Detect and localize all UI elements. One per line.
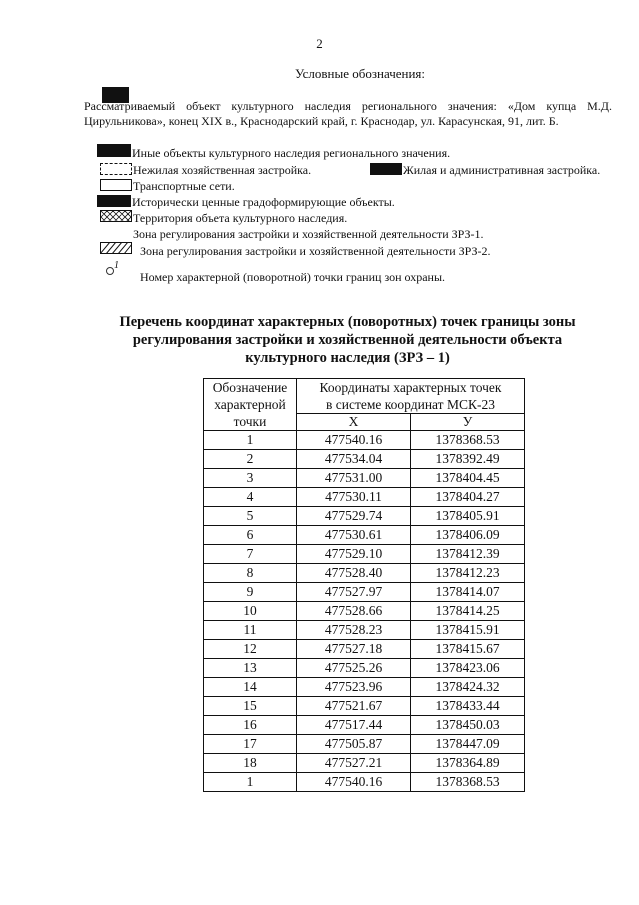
- y-coordinate-cell: 1378405.91: [411, 507, 525, 526]
- table-row: [204, 773, 525, 792]
- table-row: [204, 564, 525, 583]
- table-heading: [95, 313, 600, 367]
- legend-item-transport: Транспортные сети.: [133, 179, 235, 193]
- x-coordinate-cell: 477527.18: [297, 640, 411, 659]
- x-coordinate-cell: 477528.66: [297, 602, 411, 621]
- table-header-row: [204, 379, 525, 414]
- header-coords-line: Координаты характерных точек: [319, 380, 502, 395]
- header-point-line: Обозначение: [212, 380, 288, 395]
- x-coordinate-cell: 477505.87: [297, 735, 411, 754]
- table-row: [204, 716, 525, 735]
- point-number-cell: 14: [204, 678, 297, 697]
- x-coordinate-cell: 477530.61: [297, 526, 411, 545]
- point-number-cell: 15: [204, 697, 297, 716]
- header-coords-line: в системе координат МСК-23: [326, 397, 495, 412]
- header-point-line: точки: [233, 414, 267, 429]
- x-coordinate-cell: 477529.10: [297, 545, 411, 564]
- legend-swatch-territory: [100, 210, 132, 222]
- y-coordinate-cell: 1378406.09: [411, 526, 525, 545]
- table-row: [204, 507, 525, 526]
- table-row: [204, 450, 525, 469]
- point-number-cell: 11: [204, 621, 297, 640]
- x-coordinate-cell: 477540.16: [297, 773, 411, 792]
- legend-swatch-residential: [370, 163, 402, 175]
- point-number-cell: 9: [204, 583, 297, 602]
- x-coordinate-cell: 477529.74: [297, 507, 411, 526]
- x-coordinate-cell: 477528.40: [297, 564, 411, 583]
- table-row: [204, 602, 525, 621]
- x-coordinate-cell: 477523.96: [297, 678, 411, 697]
- y-coordinate-cell: 1378404.45: [411, 469, 525, 488]
- legend-title: Условные обозначения:: [294, 66, 426, 81]
- legend-item-residential: Жилая и административная застройка.: [403, 163, 601, 177]
- heading-line-2: регулирования застройки и хозяйственной деятельности объекта: [132, 332, 563, 348]
- point-number-cell: 8: [204, 564, 297, 583]
- header-coords: [297, 379, 525, 414]
- point-number-cell: 16: [204, 716, 297, 735]
- x-coordinate-cell: 477531.00: [297, 469, 411, 488]
- x-coordinate-cell: 477525.26: [297, 659, 411, 678]
- x-coordinate-cell: 477540.16: [297, 431, 411, 450]
- y-coordinate-cell: 1378364.89: [411, 754, 525, 773]
- heading-line-3: культурного наследия (ЗРЗ – 1): [245, 350, 450, 366]
- header-point-line: характерной: [214, 397, 286, 412]
- x-coordinate-cell: 477534.04: [297, 450, 411, 469]
- x-coordinate-cell: 477527.97: [297, 583, 411, 602]
- y-coordinate-cell: 1378423.06: [411, 659, 525, 678]
- y-coordinate-cell: 1378412.39: [411, 545, 525, 564]
- x-coordinate-cell: 477521.67: [297, 697, 411, 716]
- y-coordinate-cell: 1378368.53: [411, 431, 525, 450]
- y-coordinate-cell: 1378450.03: [411, 716, 525, 735]
- point-number-cell: 4: [204, 488, 297, 507]
- legend-swatch-zrz2: [100, 242, 132, 254]
- table-row: [204, 735, 525, 754]
- y-coordinate-cell: 1378368.53: [411, 773, 525, 792]
- page-number: 2: [316, 36, 323, 51]
- point-number-cell: 1: [204, 431, 297, 450]
- table-row: [204, 545, 525, 564]
- y-coordinate-cell: 1378415.67: [411, 640, 525, 659]
- y-coordinate-cell: 1378392.49: [411, 450, 525, 469]
- header-point: [204, 379, 297, 431]
- y-coordinate-cell: 1378414.07: [411, 583, 525, 602]
- table-row: [204, 678, 525, 697]
- point-number-cell: 6: [204, 526, 297, 545]
- header-y: У: [411, 414, 525, 431]
- legend-item-nonresidential: Нежилая хозяйственная застройка.: [133, 163, 312, 177]
- coordinates-table: [203, 378, 525, 792]
- y-coordinate-cell: 1378412.23: [411, 564, 525, 583]
- point-number-cell: 18: [204, 754, 297, 773]
- point-number-cell: 10: [204, 602, 297, 621]
- legend-item-historic: Исторически ценные градоформирующие объекты.: [132, 195, 395, 209]
- point-number-cell: 17: [204, 735, 297, 754]
- point-marker-number: 1: [114, 260, 119, 271]
- point-number-cell: 1: [204, 773, 297, 792]
- legend-item-zrz1: Зона регулирования застройки и хозяйственной деятельности ЗРЗ-1.: [133, 227, 484, 241]
- legend-item-zrz2: Зона регулирования застройки и хозяйственной деятельности ЗРЗ-2.: [140, 244, 491, 258]
- table-row: [204, 583, 525, 602]
- x-coordinate-cell: 477517.44: [297, 716, 411, 735]
- y-coordinate-cell: 1378433.44: [411, 697, 525, 716]
- legend-swatch-transport: [100, 179, 132, 191]
- heading-line-1: Перечень координат характерных (поворотных) точек границы зоны: [119, 314, 576, 330]
- x-coordinate-cell: 477528.23: [297, 621, 411, 640]
- table-row: [204, 469, 525, 488]
- y-coordinate-cell: 1378447.09: [411, 735, 525, 754]
- table-row: [204, 488, 525, 507]
- table-row: [204, 431, 525, 450]
- legend-item-point-number: Номер характерной (поворотной) точки границ зон охраны.: [140, 270, 446, 284]
- y-coordinate-cell: 1378424.32: [411, 678, 525, 697]
- table-row: [204, 659, 525, 678]
- table-row: [204, 621, 525, 640]
- x-coordinate-cell: 477530.11: [297, 488, 411, 507]
- point-number-cell: 12: [204, 640, 297, 659]
- y-coordinate-cell: 1378404.27: [411, 488, 525, 507]
- table-row: [204, 754, 525, 773]
- legend-item-territory: Территория объета культурного наследия.: [133, 211, 348, 225]
- table-row: [204, 526, 525, 545]
- point-number-cell: 3: [204, 469, 297, 488]
- legend-item-object: Рассматриваемый объект культурного наследия регионального значения: «Дом купца М.Д. Цирульникова», конец XIX в., Краснодарский край, г. Краснодар, ул. Карасунская, 91, лит. Б.: [84, 99, 612, 128]
- legend-swatch-historic: [97, 195, 131, 207]
- table-row: [204, 640, 525, 659]
- point-number-cell: 5: [204, 507, 297, 526]
- table-row: [204, 697, 525, 716]
- legend-swatch-nonresidential: [100, 163, 132, 175]
- legend-item-other-objects: Иные объекты культурного наследия регионального значения.: [132, 146, 451, 160]
- y-coordinate-cell: 1378415.91: [411, 621, 525, 640]
- point-number-cell: 7: [204, 545, 297, 564]
- legend-swatch-other-objects: [97, 144, 131, 157]
- x-coordinate-cell: 477527.21: [297, 754, 411, 773]
- point-number-cell: 13: [204, 659, 297, 678]
- header-x: X: [297, 414, 411, 431]
- point-number-cell: 2: [204, 450, 297, 469]
- y-coordinate-cell: 1378414.25: [411, 602, 525, 621]
